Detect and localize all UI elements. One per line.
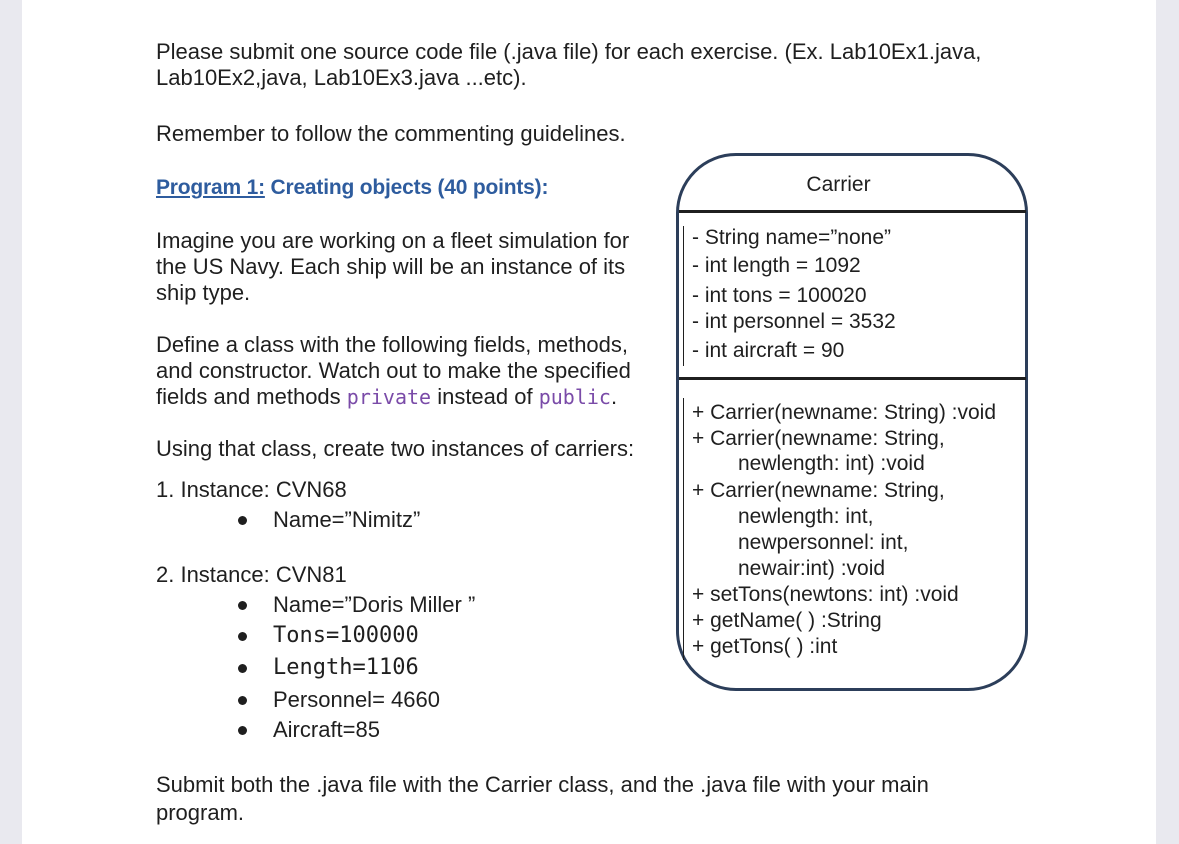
paragraph-1-line: ship type. — [156, 280, 251, 305]
instance-1-label: 1. Instance: CVN68 — [156, 477, 347, 502]
bullet-dot — [238, 632, 247, 641]
submit-text — [156, 772, 929, 826]
paragraph-2 — [156, 332, 631, 410]
instance-2-personnel: Personnel= 4660 — [273, 687, 440, 712]
instances-intro: Using that class, create two instances of carriers: — [156, 436, 635, 461]
uml-field-bar — [683, 226, 684, 366]
paragraph-1-line: the US Navy. Each ship will be an instance of its — [156, 254, 626, 279]
uml-method: + getTons( ) :int — [692, 635, 838, 658]
uml-method-continuation: newair:int) :void — [738, 557, 886, 580]
uml-method: + Carrier(newname: String, — [692, 479, 945, 502]
bullet-dot — [238, 601, 247, 610]
instance-2-label: 2. Instance: CVN81 — [156, 562, 347, 587]
uml-method-continuation: newlength: int, — [738, 505, 874, 528]
uml-class-name: Carrier — [806, 173, 871, 196]
instance-2-tons: Tons=100000 — [273, 623, 419, 648]
program-heading-rest: Creating objects (40 points): — [264, 176, 549, 199]
uml-divider — [679, 377, 1026, 380]
uml-method-continuation: newpersonnel: int, — [738, 531, 909, 554]
uml-method: + setTons(newtons: int) :void — [692, 583, 959, 606]
program-heading — [156, 175, 548, 201]
paragraph-2-text: instead of — [431, 384, 539, 409]
intro-line-2: Lab10Ex2,java, Lab10Ex3.java ...etc). — [156, 65, 527, 90]
bullet-dot — [238, 516, 247, 525]
paragraph-2-text: . — [610, 384, 618, 409]
paragraph-2-text: fields and methods — [156, 384, 347, 409]
paragraph-2-line: and constructor. Watch out to make the specified — [156, 358, 631, 383]
instance-2-name: Name=”Doris Miller ” — [273, 592, 476, 617]
instance-1-name: Name=”Nimitz” — [273, 507, 421, 532]
submit-line-1: Submit both the .java file with the Carrier class, and the .java file with your main — [156, 772, 929, 797]
uml-field: - int personnel = 3532 — [692, 310, 896, 333]
uml-method: + getName( ) :String — [692, 609, 882, 632]
public-keyword: public — [538, 385, 611, 409]
intro-text — [156, 39, 981, 91]
uml-method-continuation: newlength: int) :void — [738, 452, 925, 475]
uml-divider — [679, 210, 1026, 213]
intro-line-1: Please submit one source code file (.java file) for each exercise. (Ex. Lab10Ex1.java, — [156, 39, 982, 64]
uml-method: + Carrier(newname: String) :void — [692, 401, 997, 424]
uml-field: - int length = 1092 — [692, 254, 861, 277]
paragraph-1 — [156, 228, 629, 306]
bullet-dot — [238, 696, 247, 705]
bullet-dot — [238, 664, 247, 673]
uml-field: - int aircraft = 90 — [692, 339, 845, 362]
paragraph-2-line — [156, 384, 631, 410]
uml-field: - int tons = 100020 — [692, 284, 867, 307]
bullet-dot — [238, 726, 247, 735]
paragraph-2-line: Define a class with the following fields, methods, — [156, 332, 629, 357]
uml-method-bar — [683, 398, 684, 660]
instance-2-aircraft: Aircraft=85 — [273, 717, 380, 742]
remember-text: Remember to follow the commenting guidelines. — [156, 121, 626, 146]
uml-field: - String name=”none” — [692, 226, 892, 249]
program-heading-link[interactable]: Program 1: — [156, 176, 265, 199]
submit-line-2: program. — [156, 800, 245, 825]
instance-2-length: Length=1106 — [273, 655, 419, 680]
uml-method: + Carrier(newname: String, — [692, 427, 945, 450]
private-keyword: private — [346, 385, 432, 409]
paragraph-1-line: Imagine you are working on a fleet simulation for — [156, 228, 630, 253]
